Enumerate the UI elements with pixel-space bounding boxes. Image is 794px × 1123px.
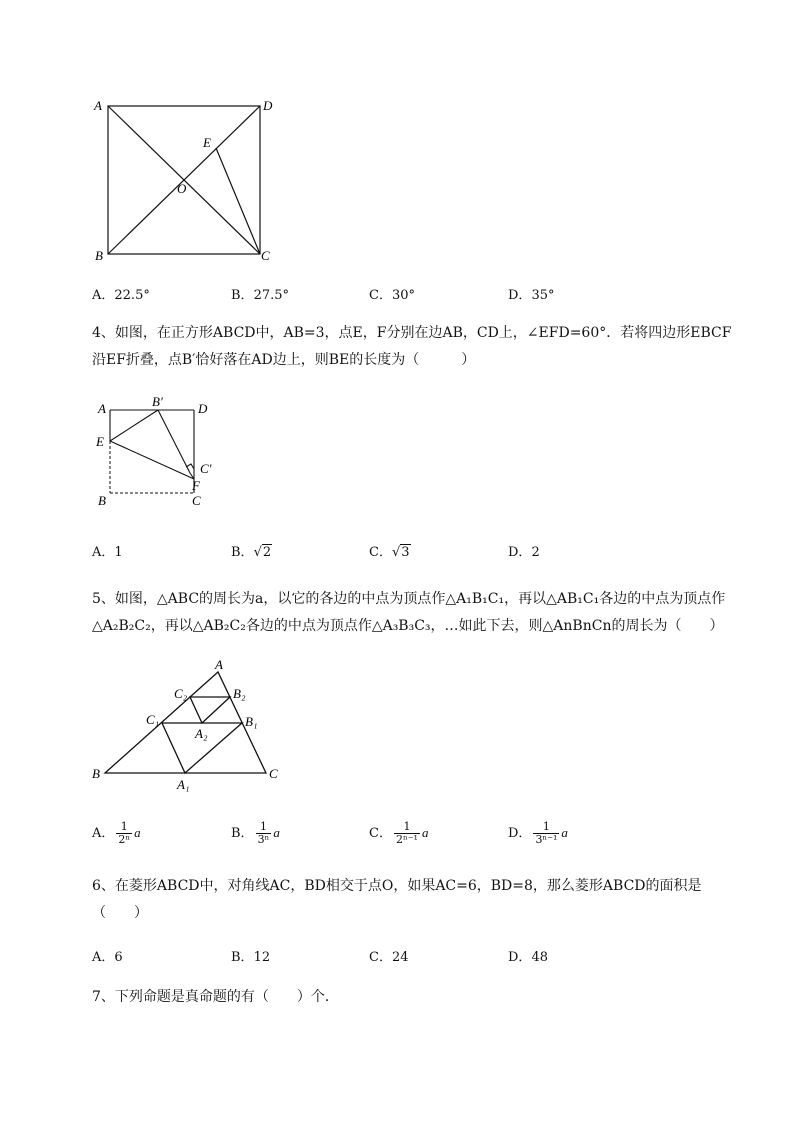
- q4-line1: 4、如图，在正方形ABCD中，AB=3，点E，F分别在边AB，CD上，∠EFD=60°．若将四边形EBCF: [92, 325, 732, 341]
- label-c2: C₂: [174, 686, 188, 701]
- q3-option-a[interactable]: A．22.5°: [92, 288, 150, 303]
- figure-q3-square: [90, 95, 290, 265]
- q6-line2: （ ）: [92, 905, 148, 921]
- q4-option-c[interactable]: C．√3: [369, 545, 410, 560]
- q4-option-a[interactable]: A．1: [92, 545, 123, 560]
- label-b: B: [95, 248, 103, 263]
- label-c: C: [261, 248, 270, 263]
- label-d: D: [198, 401, 208, 416]
- q6-option-a[interactable]: A．6: [92, 950, 123, 965]
- label-a: A: [98, 401, 106, 416]
- q3-options: [92, 284, 692, 308]
- q6-options: [92, 946, 692, 970]
- label-o: O: [177, 181, 187, 196]
- label-e: E: [96, 434, 104, 449]
- q5-options: [92, 821, 692, 857]
- label-c: C: [192, 493, 201, 508]
- q5-line2: △A₂B₂C₂，再以△AB₂C₂各边的中点为顶点作△A₃B₃C₃，…如此下去，则△AnBnCn的周长为（ ）: [92, 618, 724, 634]
- q4-options: [92, 541, 692, 565]
- q4-line2: 沿EF折叠，点B′恰好落在AD边上，则BE的长度为（ ）: [92, 352, 476, 368]
- label-b1: B₁: [245, 714, 258, 729]
- q6-option-c[interactable]: C．24: [369, 950, 409, 965]
- q5-line1: 5、如图，△ABC的周长为a，以它的各边的中点为顶点作△A₁B₁C₁，再以△AB₁C₁各边的中点为顶点作: [92, 591, 726, 607]
- q5-option-a[interactable]: A． $\frac{1}{\text{2ⁿ}}$ a: [92, 820, 141, 846]
- q6-line1: 6、在菱形ABCD中，对角线AC，BD相交于点O，如果AC=6，BD=8，那么菱形ABCD的面积是: [92, 878, 702, 894]
- q4-option-b[interactable]: B．√2: [231, 545, 272, 560]
- q6-option-b[interactable]: B．12: [231, 950, 271, 965]
- segment-ec: [216, 148, 260, 254]
- figure-q4-fold: [90, 395, 230, 515]
- label-b: B: [98, 493, 106, 508]
- label-f: F: [192, 478, 200, 493]
- label-a2: A₂: [195, 726, 208, 741]
- label-e: E: [203, 135, 211, 150]
- question-7: [92, 984, 742, 1011]
- figure-q5-triangles: [88, 655, 298, 795]
- segment-e-bprime: [110, 410, 158, 441]
- q5-option-b[interactable]: B． $\frac{1}{\text{3ⁿ}}$ a: [231, 820, 280, 846]
- label-b2: B₂: [233, 686, 246, 701]
- question-6: [92, 873, 742, 927]
- question-5: [92, 586, 742, 640]
- label-cprime: C′: [200, 461, 212, 476]
- q4-option-d[interactable]: D．2: [508, 545, 540, 560]
- label-c1: C₁: [146, 712, 160, 727]
- q5-option-d[interactable]: D． $\frac{1}{\text{3ⁿ⁻¹}}$ a: [508, 820, 568, 846]
- segment-bprime-cprime: [158, 410, 190, 473]
- q5-option-c[interactable]: C． $\frac{1}{\text{2ⁿ⁻¹}}$ a: [369, 820, 429, 846]
- q3-option-c[interactable]: C．30°: [369, 288, 415, 303]
- q3-option-b[interactable]: B．27.5°: [231, 288, 290, 303]
- label-a: A: [94, 98, 102, 113]
- label-a: A: [215, 657, 223, 672]
- q7-line1: 7、下列命题是真命题的有（ ）个．: [92, 989, 339, 1005]
- segment-ef: [110, 441, 194, 479]
- q3-option-d[interactable]: D．35°: [508, 288, 555, 303]
- triangle-a2b2c2: [190, 697, 230, 723]
- label-c: C: [269, 766, 278, 781]
- label-b: B: [92, 766, 100, 781]
- label-a1: A₁: [177, 777, 190, 792]
- question-4: [92, 320, 742, 374]
- q6-option-d[interactable]: D．48: [508, 950, 548, 965]
- label-d: D: [263, 98, 273, 113]
- label-bprime: B′: [152, 395, 163, 409]
